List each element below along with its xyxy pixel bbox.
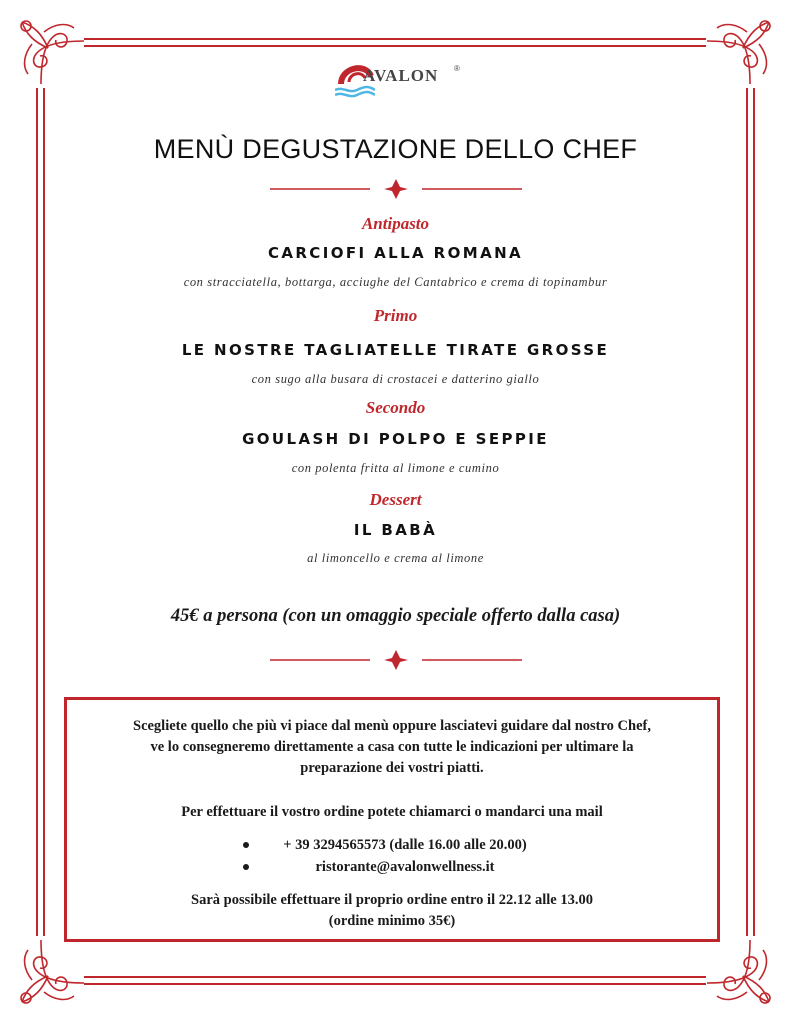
course-desc-antipasto: con stracciatella, bottarga, acciughe del Cantabrico e crema di topinambur — [183, 275, 608, 289]
diamond-star-icon — [384, 650, 408, 670]
corner-ornament-top-right — [703, 14, 777, 88]
divider-top — [270, 179, 522, 199]
logo-registered-mark: ® — [454, 64, 460, 73]
course-desc-dessert: al limoncello e crema al limone — [307, 551, 484, 565]
info-line-2: ve lo consegneremo direttamente a casa con tutte le indicazioni per ultimare la — [150, 739, 634, 755]
corner-ornament-bottom-right — [703, 936, 777, 1010]
logo-brand-text: AVALON — [363, 66, 439, 85]
frame-bottom-inner — [84, 976, 706, 978]
price-line: 45€ a persona (con un omaggio speciale offerto dalla casa) — [170, 606, 621, 626]
diamond-star-icon — [384, 179, 408, 199]
frame-bottom-outer — [84, 983, 706, 985]
divider-bottom — [270, 650, 522, 670]
course-label-dessert: Dessert — [369, 490, 422, 509]
bullet-icon — [243, 864, 249, 870]
course-dish-primo: LE NOSTRE TAGLIATELLE TIRATE GROSSE — [181, 341, 610, 359]
deadline-text: Sarà possibile effettuare il proprio ordine entro il 22.12 alle 13.00 — [191, 892, 593, 908]
course-dish-antipasto: CARCIOFI ALLA ROMANA — [267, 244, 524, 262]
page-title: MENÙ DEGUSTAZIONE DELLO CHEF — [153, 134, 638, 164]
order-info-box — [64, 697, 720, 942]
info-deadline — [67, 890, 717, 932]
info-intro — [67, 716, 717, 779]
course-label-antipasto: Antipasto — [361, 214, 430, 233]
course-label-primo: Primo — [373, 306, 418, 325]
avalon-logo — [335, 56, 465, 100]
frame-top-inner — [84, 45, 706, 47]
course-dish-secondo: GOULASH DI POLPO E SEPPIE — [242, 430, 549, 448]
corner-ornament-bottom-left — [14, 936, 88, 1010]
contact-item-phone[interactable] — [67, 834, 717, 856]
frame-top-outer — [84, 38, 706, 40]
contact-item-email[interactable] — [67, 856, 717, 878]
contact-list — [67, 834, 717, 878]
contact-phone[interactable]: + 39 3294565573 (dalle 16.00 alle 20.00) — [283, 836, 527, 853]
contact-email[interactable]: ristorante@avalonwellness.it — [315, 858, 495, 875]
info-line-1: Scegliete quello che più vi piace dal menù oppure lasciatevi guidare dal nostro Chef, — [133, 718, 651, 734]
order-intro-text: Per effettuare il vostro ordine potete chiamarci o mandarci una mail — [181, 804, 603, 820]
info-order-intro — [67, 802, 717, 823]
course-desc-primo: con sugo alla busara di crostacei e datterino giallo — [251, 372, 540, 386]
course-desc-secondo: con polenta fritta al limone e cumino — [291, 461, 500, 475]
bullet-icon — [243, 842, 249, 848]
minimum-order-text: (ordine minimo 35€) — [328, 913, 456, 929]
course-label-secondo: Secondo — [365, 398, 426, 417]
info-line-3: preparazione dei vostri piatti. — [300, 760, 484, 776]
course-dish-dessert: IL BABÀ — [353, 521, 438, 539]
corner-ornament-top-left — [14, 14, 88, 88]
